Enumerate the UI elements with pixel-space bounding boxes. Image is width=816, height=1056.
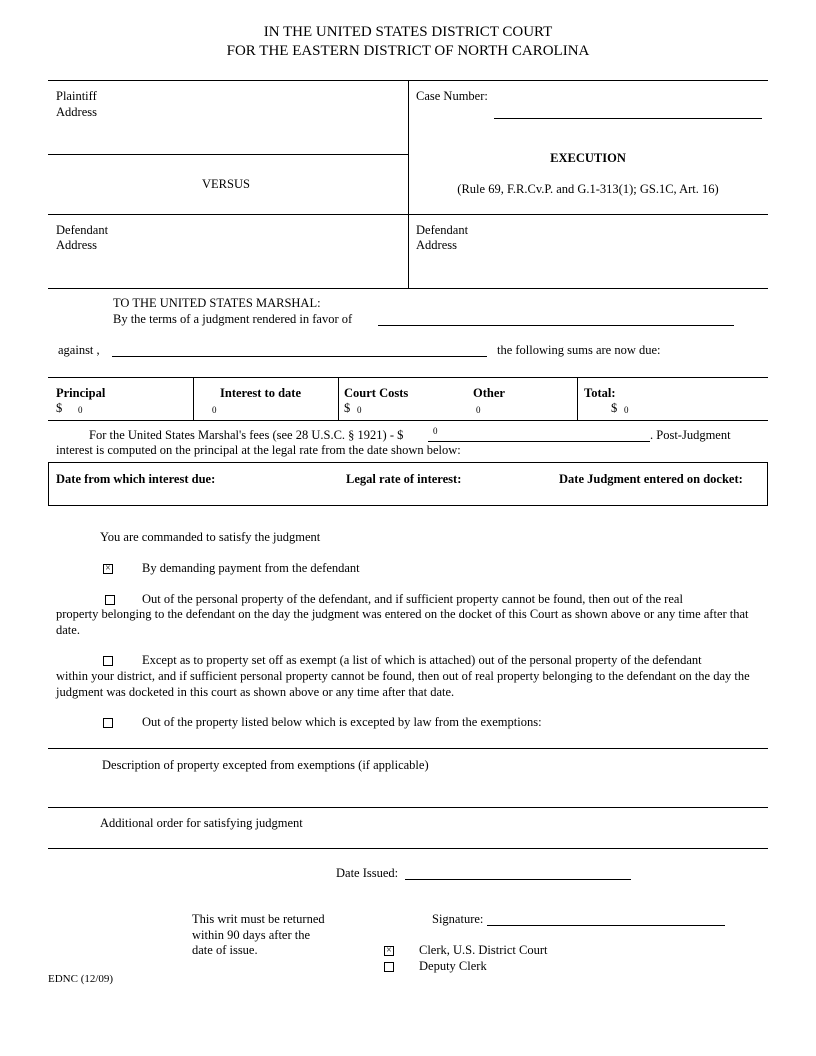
- marshal-fees-text: For the United States Marshal's fees (see 28 U.S.C. § 1921) - $: [89, 428, 404, 442]
- defendant2-address-label: Address: [416, 238, 457, 252]
- deputy-clerk-label: Deputy Clerk: [419, 959, 487, 973]
- other-value[interactable]: 0: [476, 405, 481, 415]
- description-top-rule: [48, 748, 768, 749]
- additional-bottom-rule: [48, 848, 768, 849]
- option-demand-label: By demanding payment from the defendant: [142, 561, 360, 575]
- interest-value[interactable]: 0: [212, 405, 217, 415]
- date-issued-label: Date Issued:: [336, 866, 399, 880]
- option-exempt-rest: within your district, and if sufficient personal property cannot be found, then out of real property belonging to the defendant on the day the judgment was docketed in this court as shown above or any time after that date.: [56, 669, 750, 699]
- option-exempt-checkbox[interactable]: [103, 656, 113, 666]
- description-label: Description of property excepted from exemptions (if applicable): [102, 758, 429, 772]
- sums-due-label: the following sums are now due:: [497, 343, 661, 357]
- additional-label: Additional order for satisfying judgment: [100, 816, 303, 830]
- rule-citation: (Rule 69, F.R.Cv.P. and G.1-313(1); GS.1C, Art. 16): [457, 182, 719, 196]
- to-marshal: TO THE UNITED STATES MARSHAL:: [113, 296, 321, 310]
- principal-value[interactable]: 0: [78, 405, 83, 415]
- total-label: Total:: [584, 386, 616, 400]
- legal-rate-label: Legal rate of interest:: [346, 472, 462, 486]
- court-title-line1: IN THE UNITED STATES DISTRICT COURT: [263, 24, 553, 40]
- signature-field[interactable]: [487, 925, 725, 926]
- return-note-1: This writ must be returned: [192, 912, 325, 926]
- amounts-top-rule: [48, 377, 768, 378]
- amounts-divider-3: [577, 377, 578, 420]
- versus-bottom-rule: [48, 214, 768, 215]
- principal-label: Principal: [56, 386, 106, 400]
- marshal-fee-value[interactable]: 0: [433, 426, 438, 436]
- court-costs-value[interactable]: 0: [357, 405, 362, 415]
- defendant-address-label: Address: [56, 238, 97, 252]
- option-excepted-label: Out of the property listed below which is excepted by law from the exemptions:: [142, 715, 542, 729]
- option-exempt-first: Except as to property set off as exempt (a list of which is attached) out of the personal property of the defendant: [142, 653, 702, 667]
- total-value[interactable]: 0: [624, 405, 629, 415]
- case-number-field[interactable]: [494, 118, 762, 119]
- court-title-line2: FOR THE EASTERN DISTRICT OF NORTH CAROLINA: [226, 43, 590, 59]
- date-from-label: Date from which interest due:: [56, 472, 216, 486]
- plaintiff-label: Plaintiff: [56, 89, 97, 103]
- return-note-2: within 90 days after the: [192, 928, 311, 942]
- plaintiff-bottom-rule: [48, 154, 408, 155]
- case-number-label: Case Number:: [416, 89, 488, 103]
- additional-top-rule: [48, 807, 768, 808]
- amounts-bottom-rule: [48, 420, 768, 421]
- defendant-label: Defendant: [56, 223, 109, 237]
- marshal-fee-field[interactable]: [428, 441, 650, 442]
- clerk-checkbox[interactable]: ×: [384, 946, 394, 956]
- interest-label: Interest to date: [220, 386, 301, 400]
- form-id: EDNC (12/09): [48, 973, 114, 985]
- other-label: Other: [473, 386, 505, 400]
- command-intro: You are commanded to satisfy the judgment: [100, 530, 321, 544]
- total-currency: $: [611, 401, 618, 415]
- amounts-divider-1: [193, 377, 194, 420]
- interest-computed-text: interest is computed on the principal at the legal rate from the date shown below:: [56, 443, 461, 457]
- date-entered-label: Date Judgment entered on docket:: [559, 472, 743, 486]
- court-costs-label: Court Costs: [344, 386, 409, 400]
- date-issued-field[interactable]: [405, 879, 631, 880]
- against-label: against ,: [58, 343, 100, 357]
- signature-label: Signature:: [432, 912, 484, 926]
- deputy-clerk-checkbox[interactable]: [384, 962, 394, 972]
- principal-currency: $: [56, 401, 63, 415]
- return-note-3: date of issue.: [192, 943, 258, 957]
- option-demand-checkbox[interactable]: ×: [103, 564, 113, 574]
- against-field[interactable]: [112, 356, 487, 357]
- defendant2-label: Defendant: [416, 223, 469, 237]
- versus-label: VERSUS: [202, 177, 250, 191]
- option-personal-property-checkbox[interactable]: [105, 595, 115, 605]
- clerk-label: Clerk, U.S. District Court: [419, 943, 548, 957]
- caption-bottom-rule: [48, 288, 768, 289]
- judgment-text: By the terms of a judgment rendered in favor of: [113, 312, 353, 326]
- court-costs-currency: $: [344, 401, 351, 415]
- amounts-divider-2: [338, 377, 339, 420]
- option-excepted-checkbox[interactable]: [103, 718, 113, 728]
- post-judgment-text: . Post-Judgment: [650, 428, 731, 442]
- option-personal-property-rest: property belonging to the defendant on the day the judgment was entered on the docket of this Court as shown above or any time after that date.: [56, 607, 749, 637]
- plaintiff-address-label: Address: [56, 105, 97, 119]
- execution-title: EXECUTION: [550, 151, 626, 165]
- option-personal-property-first: Out of the personal property of the defendant, and if sufficient property cannot be found, then out of the real: [142, 592, 683, 606]
- judgment-in-favor-field[interactable]: [378, 325, 734, 326]
